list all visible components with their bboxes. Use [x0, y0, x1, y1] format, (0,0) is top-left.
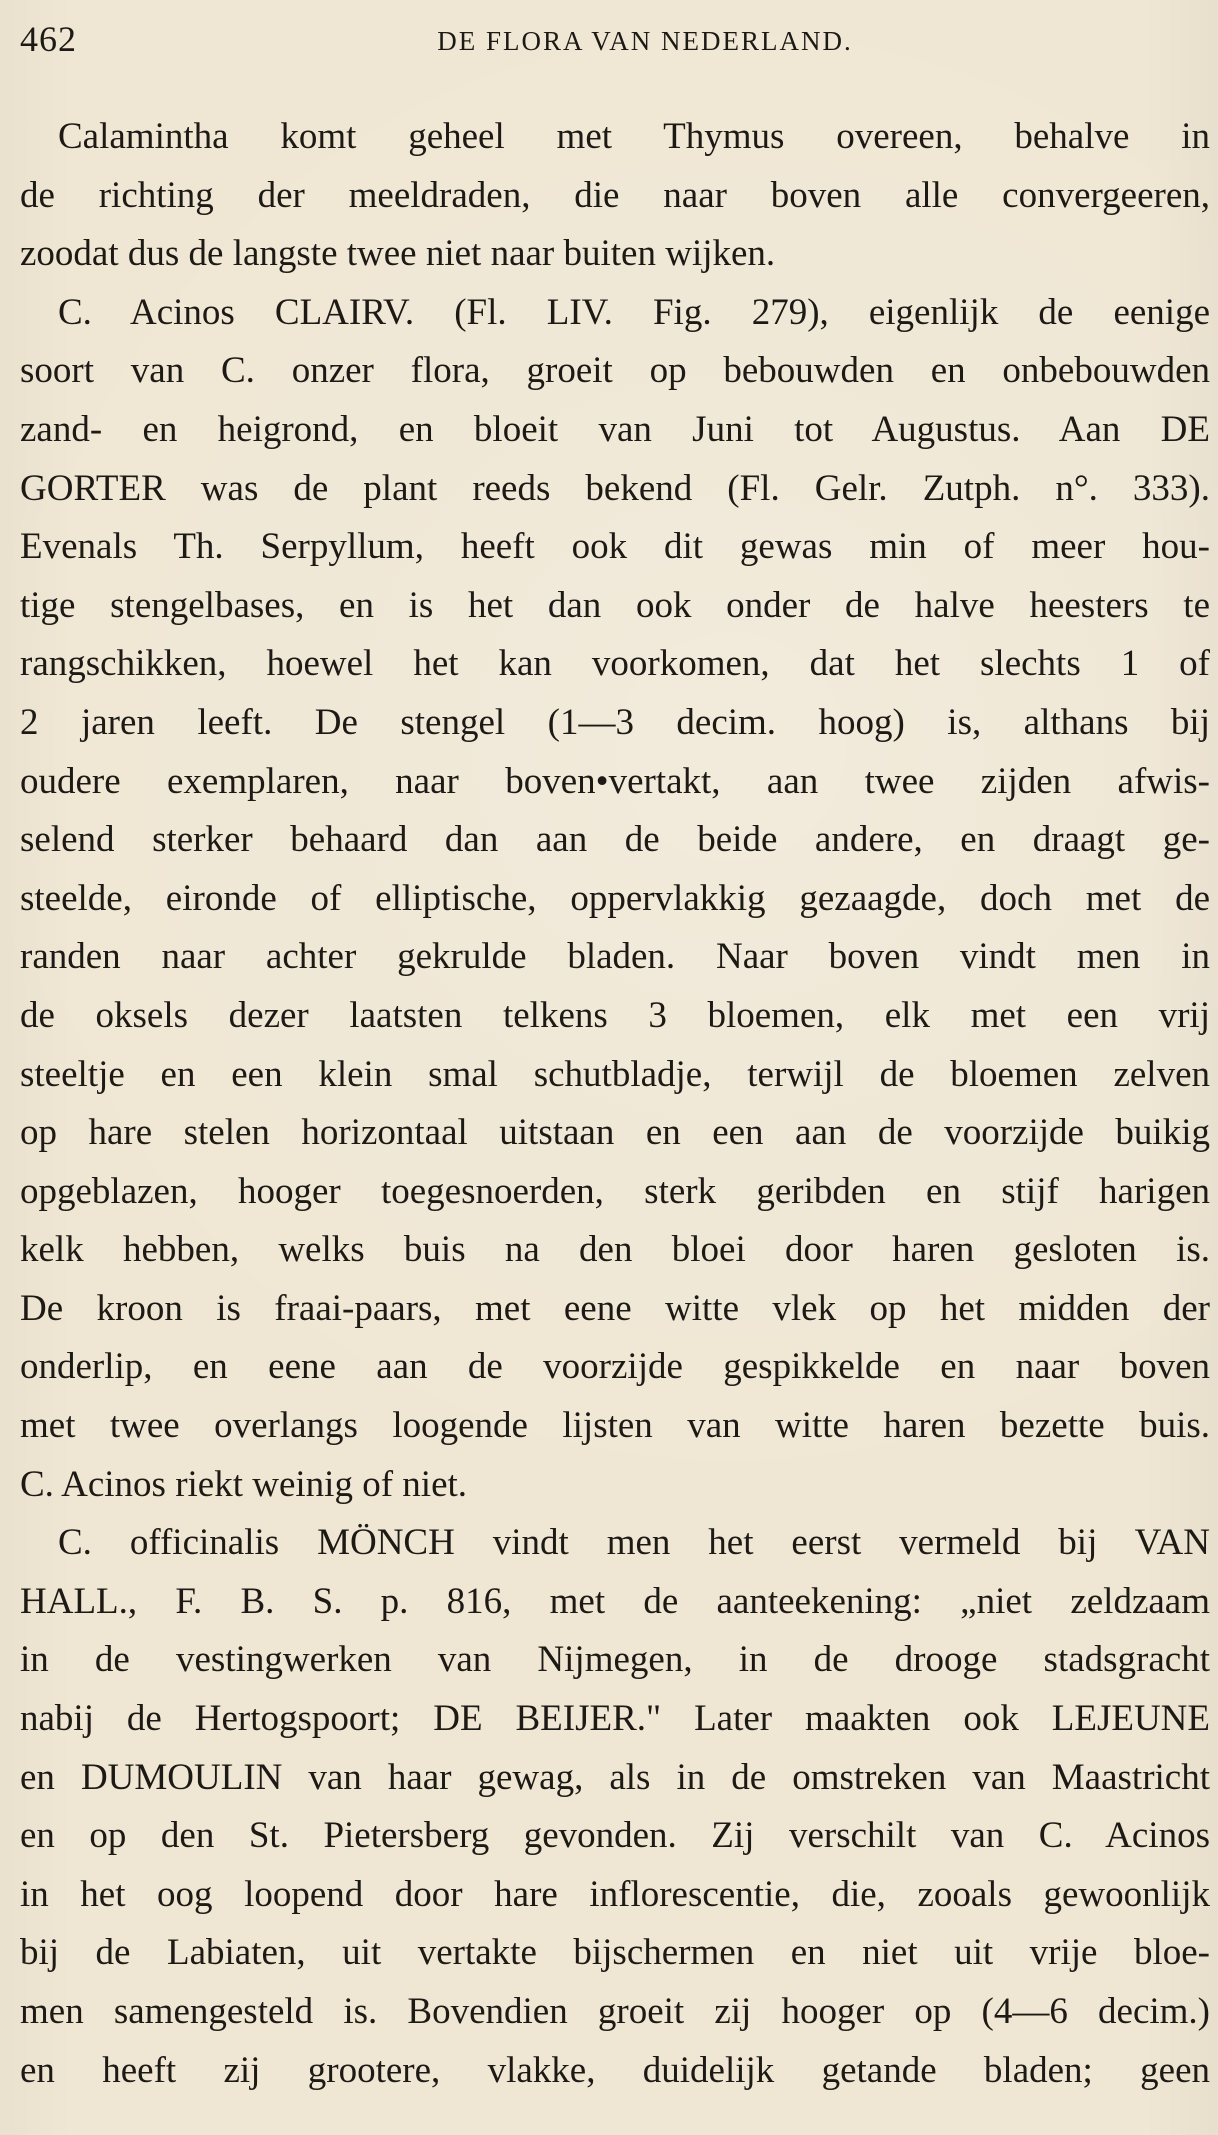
text-line: onderlip, en eene aan de voorzijde gespikkelde en naar boven — [20, 1346, 1210, 1388]
page-number: 462 — [20, 19, 77, 59]
text-line: C. officinalis MÖNCH vindt men het eerst vermeld bij VAN — [58, 1522, 1210, 1564]
text-line: selend sterker behaard dan aan de beide andere, en draagt ge- — [20, 819, 1210, 861]
text-line: met twee overlangs loogende lijsten van witte haren bezette buis. — [20, 1405, 1210, 1447]
text-line: soort van C. onzer flora, groeit op bebouwden en onbebouwden — [20, 350, 1210, 392]
text-line: Evenals Th. Serpyllum, heeft ook dit gewas min of meer hou- — [20, 526, 1210, 568]
text-line: steelde, eironde of elliptische, oppervlakkig gezaagde, doch met de — [20, 877, 1210, 919]
text-line: nabij de Hertogspoort; DE BEIJER." Later maakten ook LEJEUNE — [20, 1698, 1210, 1740]
text-line: de oksels dezer laatsten telkens 3 bloemen, elk met een vrij — [20, 994, 1210, 1036]
text-line: oudere exemplaren, naar boven•vertakt, aan twee zijden afwis- — [20, 760, 1210, 802]
text-line: C. Acinos riekt weinig of niet. — [20, 1463, 468, 1505]
text-line: HALL., F. B. S. p. 816, met de aanteekening: „niet zeldzaam — [20, 1580, 1210, 1622]
text-line: rangschikken, hoewel het kan voorkomen, dat het slechts 1 of — [20, 643, 1210, 685]
text-line: tige stengelbases, en is het dan ook onder de halve heesters te — [20, 584, 1210, 626]
text-line: kelk hebben, welks buis na den bloei door haren gesloten is. — [20, 1229, 1210, 1271]
text-line: C. Acinos CLAIRV. (Fl. LIV. Fig. 279), eigenlijk de eenige — [58, 291, 1210, 333]
page-header — [20, 18, 1210, 68]
running-title: DE FLORA VAN NEDERLAND. — [437, 26, 853, 56]
text-line: en op den St. Pietersberg gevonden. Zij verschilt van C. Acinos — [20, 1815, 1210, 1857]
page-body — [20, 108, 1210, 2100]
text-line: 2 jaren leeft. De stengel (1—3 decim. hoog) is, althans bij — [20, 701, 1210, 743]
text-line: men samengesteld is. Bovendien groeit zij hooger op (4—6 decim.) — [20, 1991, 1210, 2032]
text-line: zand- en heigrond, en bloeit van Juni tot Augustus. Aan DE — [20, 408, 1210, 450]
text-line: steeltje en een klein smal schutbladje, terwijl de bloemen zelven — [20, 1053, 1210, 1095]
text-line: de richting der meeldraden, die naar boven alle convergeeren, — [20, 174, 1210, 216]
text-line: in het oog loopend door hare inflorescentie, die, zooals gewoonlijk — [20, 1873, 1210, 1915]
text-line: op hare stelen horizontaal uitstaan en een aan de voorzijde buikig — [20, 1112, 1210, 1154]
text-line: De kroon is fraai-paars, met eene witte vlek op het midden der — [20, 1287, 1210, 1329]
text-line: opgeblazen, hooger toegesnoerden, sterk geribden en stijf harigen — [20, 1170, 1210, 1212]
text-line: bij de Labiaten, uit vertakte bijschermen en niet uit vrije bloe- — [20, 1932, 1210, 1974]
text-line: en DUMOULIN van haar gewag, als in de omstreken van Maastricht — [20, 1756, 1210, 1798]
text-line: randen naar achter gekrulde bladen. Naar boven vindt men in — [20, 936, 1210, 978]
text-line: en heeft zij grootere, vlakke, duidelijk getande bladen; geen — [20, 2049, 1210, 2091]
text-line: Calamintha komt geheel met Thymus overeen, behalve in — [58, 116, 1210, 157]
text-line: GORTER was de plant reeds bekend (Fl. Gelr. Zutph. n°. 333). — [20, 467, 1210, 509]
text-line: in de vestingwerken van Nijmegen, in de drooge stadsgracht — [20, 1639, 1210, 1681]
text-line: zoodat dus de langste twee niet naar buiten wijken. — [20, 233, 776, 275]
